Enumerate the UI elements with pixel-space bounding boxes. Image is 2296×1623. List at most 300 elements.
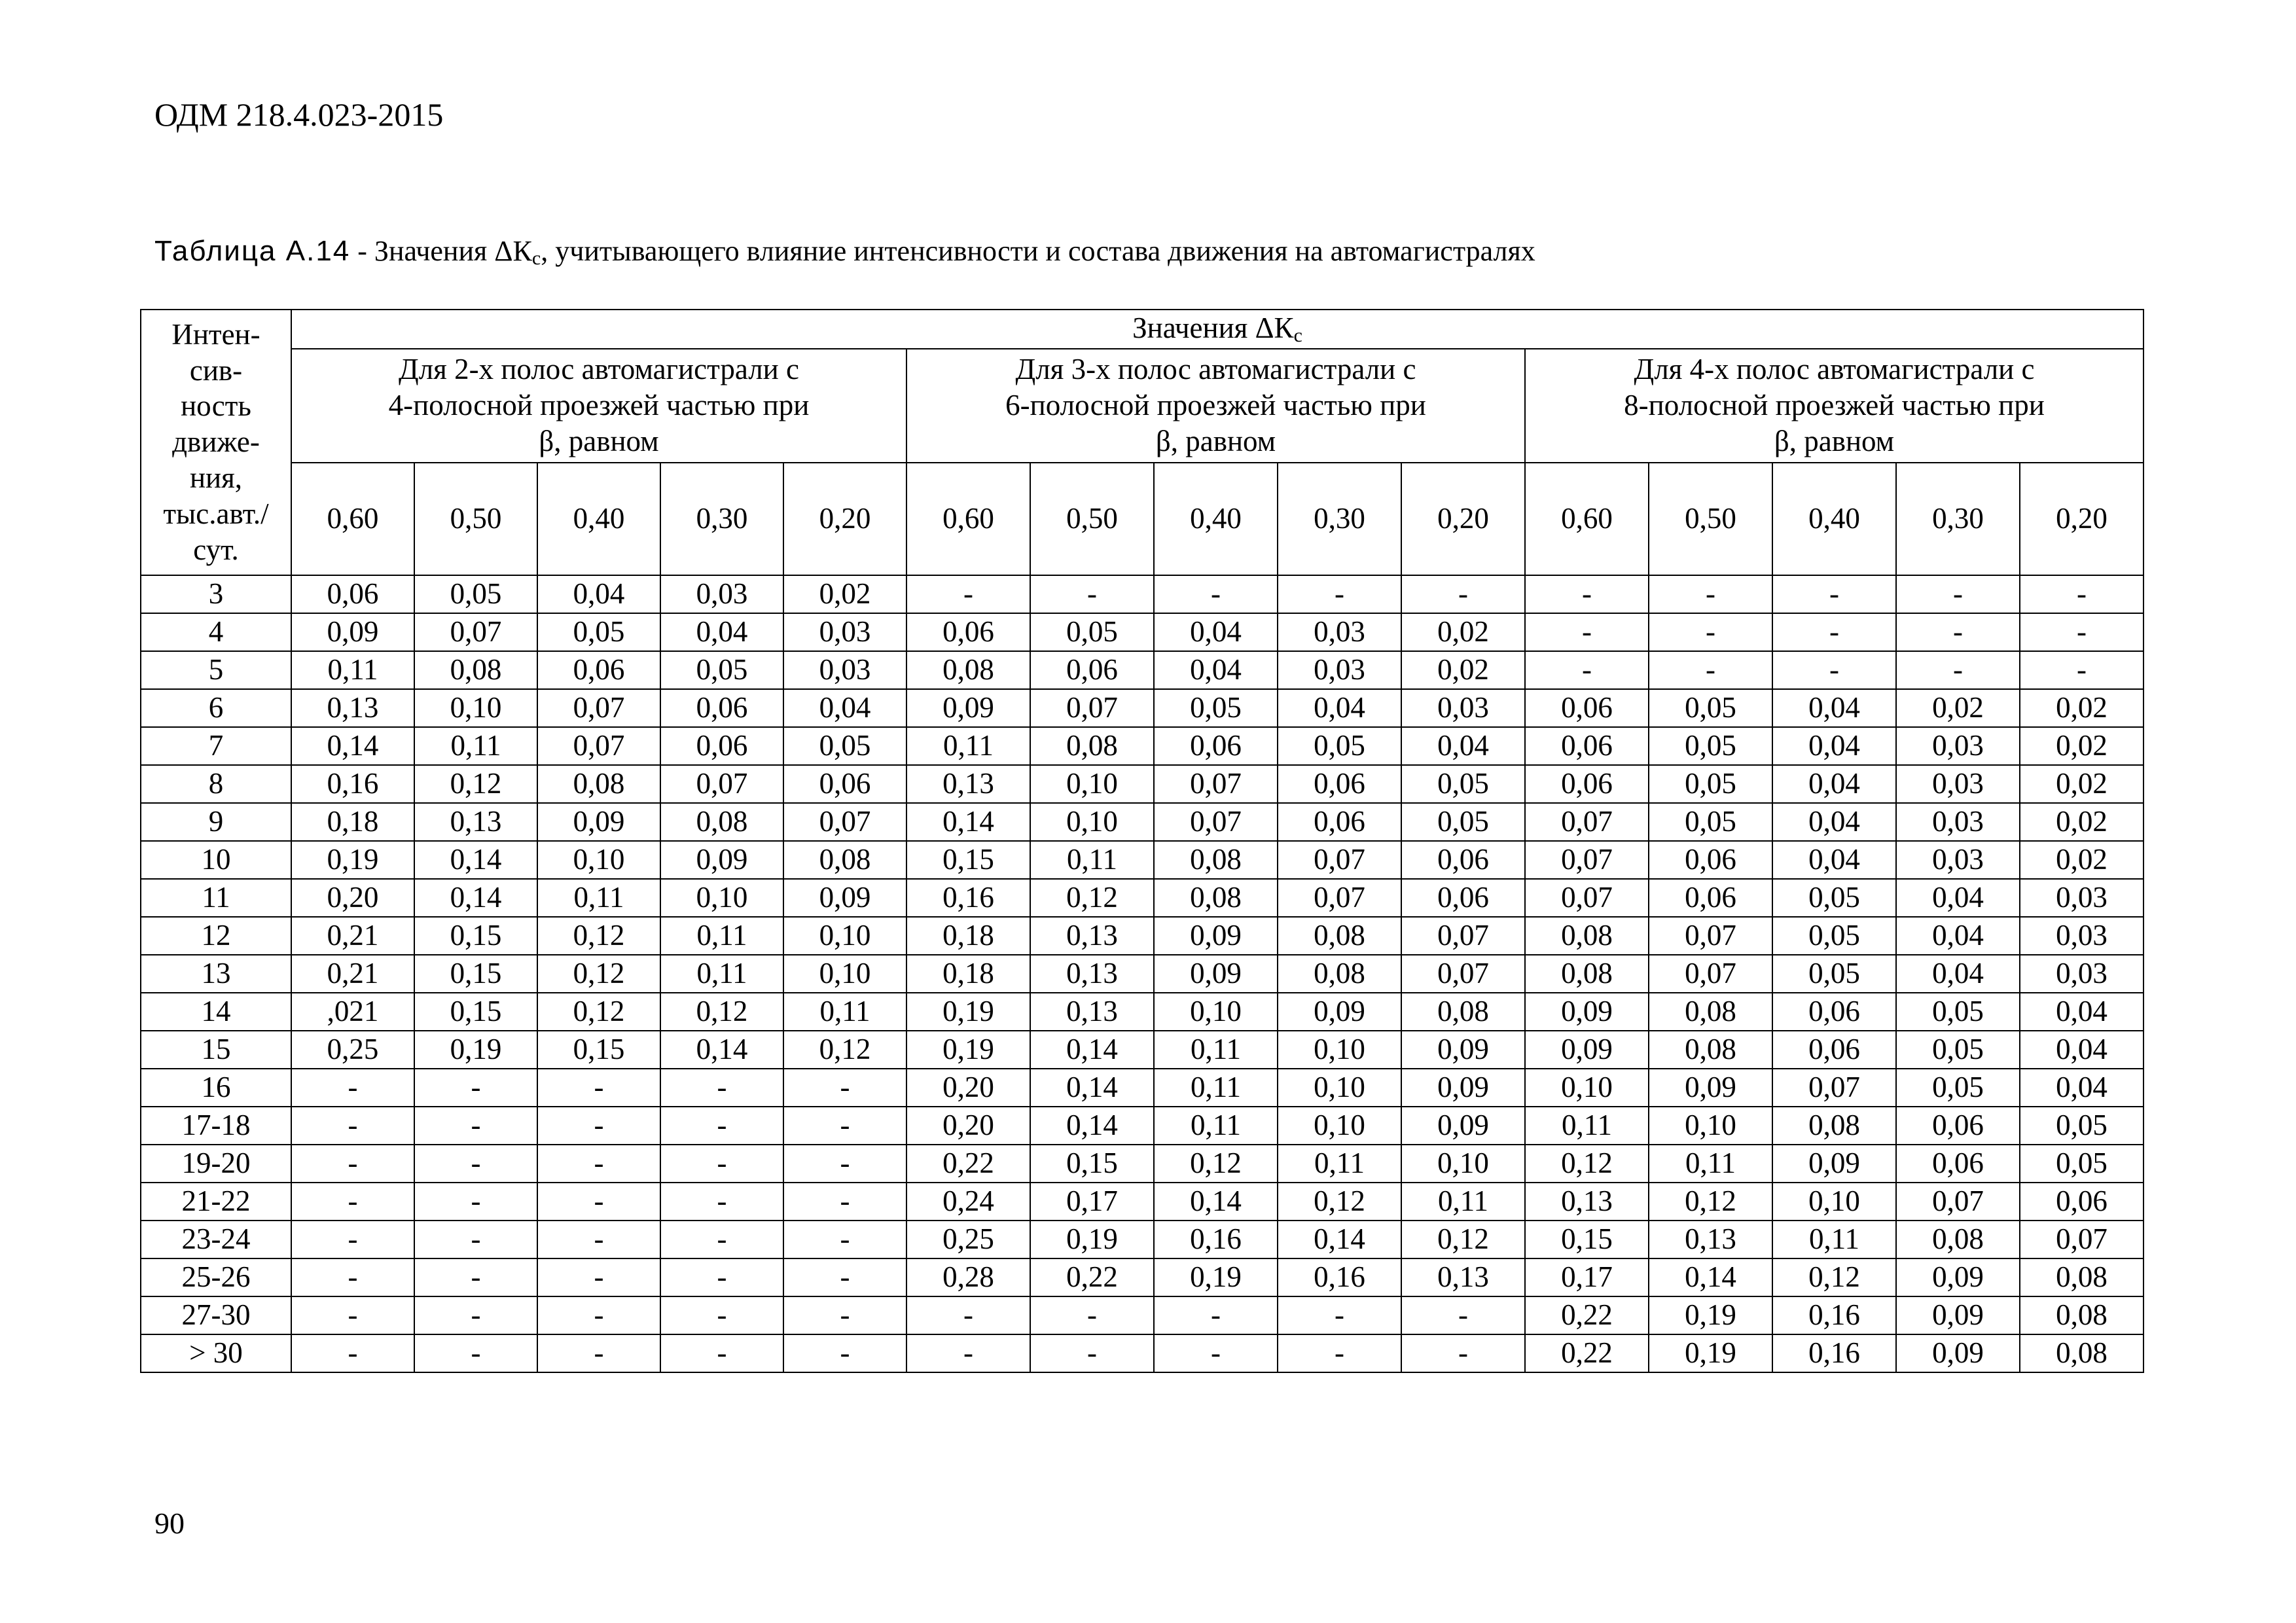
table-row xyxy=(141,1334,2144,1372)
value-cell: 0,04 xyxy=(1896,955,2020,993)
table-row xyxy=(141,1145,2144,1183)
value-cell: 0,09 xyxy=(783,879,906,917)
value-cell: 0,14 xyxy=(1278,1221,1401,1258)
value-cell: 0,24 xyxy=(906,1183,1030,1221)
value-cell: 0,08 xyxy=(1030,727,1154,765)
value-cell: 0,10 xyxy=(1772,1183,1896,1221)
value-cell: 0,09 xyxy=(906,689,1030,727)
value-cell: 0,03 xyxy=(2020,955,2144,993)
value-cell: 0,03 xyxy=(783,651,906,689)
value-cell: - xyxy=(783,1183,906,1221)
value-cell: - xyxy=(906,575,1030,613)
value-cell: 0,11 xyxy=(1649,1145,1772,1183)
value-cell: 0,19 xyxy=(1649,1296,1772,1334)
value-cell: 0,11 xyxy=(660,955,783,993)
row-label-cell: 23-24 xyxy=(141,1221,291,1258)
value-cell: - xyxy=(537,1296,660,1334)
value-cell: - xyxy=(537,1183,660,1221)
value-cell: 0,08 xyxy=(783,841,906,879)
value-cell: - xyxy=(414,1296,537,1334)
value-cell: 0,08 xyxy=(1278,917,1401,955)
value-cell: 0,21 xyxy=(291,955,414,993)
beta-header-cell: 0,20 xyxy=(783,463,906,575)
value-cell: 0,16 xyxy=(1154,1221,1278,1258)
value-cell: 0,13 xyxy=(1030,993,1154,1031)
value-cell: - xyxy=(783,1107,906,1145)
value-cell: 0,05 xyxy=(1154,689,1278,727)
value-cell: 0,04 xyxy=(1896,917,2020,955)
value-cell: - xyxy=(1030,575,1154,613)
value-cell: 0,12 xyxy=(1772,1258,1896,1296)
value-cell: 0,03 xyxy=(1278,613,1401,651)
table-row xyxy=(141,613,2144,651)
value-cell: 0,06 xyxy=(660,727,783,765)
value-cell: - xyxy=(660,1334,783,1372)
value-cell: 0,10 xyxy=(1649,1107,1772,1145)
values-header-subscript: с xyxy=(1293,325,1302,346)
value-cell: 0,14 xyxy=(660,1031,783,1069)
value-cell: 0,02 xyxy=(2020,689,2144,727)
value-cell: 0,05 xyxy=(1649,803,1772,841)
group-header-line: 6-полосной проезжей частью при xyxy=(1005,389,1426,422)
value-cell: 0,05 xyxy=(660,651,783,689)
value-cell: 0,13 xyxy=(1649,1221,1772,1258)
value-cell: 0,06 xyxy=(1772,1031,1896,1069)
value-cell: 0,08 xyxy=(1649,993,1772,1031)
value-cell: 0,03 xyxy=(2020,879,2144,917)
value-cell: 0,04 xyxy=(1772,765,1896,803)
value-cell: 0,13 xyxy=(291,689,414,727)
value-cell: 0,12 xyxy=(660,993,783,1031)
beta-header-cell: 0,50 xyxy=(1649,463,1772,575)
value-cell: 0,07 xyxy=(1154,803,1278,841)
value-cell: 0,07 xyxy=(1401,917,1525,955)
value-cell: - xyxy=(1649,575,1772,613)
value-cell: 0,07 xyxy=(1649,917,1772,955)
value-cell: 0,07 xyxy=(1278,879,1401,917)
value-cell: 0,19 xyxy=(1154,1258,1278,1296)
value-cell: 0,05 xyxy=(1278,727,1401,765)
row-label-cell: 27-30 xyxy=(141,1296,291,1334)
value-cell: 0,10 xyxy=(660,879,783,917)
value-cell: 0,16 xyxy=(1278,1258,1401,1296)
value-cell: 0,03 xyxy=(1896,803,2020,841)
value-cell: 0,11 xyxy=(906,727,1030,765)
value-cell: 0,17 xyxy=(1030,1183,1154,1221)
value-cell: 0,12 xyxy=(1030,879,1154,917)
value-cell: - xyxy=(660,1107,783,1145)
value-cell: 0,11 xyxy=(783,993,906,1031)
value-cell: 0,19 xyxy=(1030,1221,1154,1258)
value-cell: 0,08 xyxy=(1154,879,1278,917)
value-cell: - xyxy=(1896,575,2020,613)
value-cell: - xyxy=(2020,575,2144,613)
value-cell: 0,05 xyxy=(1401,765,1525,803)
value-cell: 0,02 xyxy=(2020,803,2144,841)
value-cell: 0,14 xyxy=(906,803,1030,841)
value-cell: 0,07 xyxy=(1030,689,1154,727)
value-cell: 0,06 xyxy=(1896,1107,2020,1145)
value-cell: 0,14 xyxy=(414,841,537,879)
group-header-line: Для 3-х полос автомагистрали с xyxy=(1015,353,1416,386)
value-cell: 0,10 xyxy=(1278,1031,1401,1069)
value-cell: 0,07 xyxy=(1896,1183,2020,1221)
value-cell: 0,02 xyxy=(1896,689,2020,727)
value-cell: - xyxy=(1278,1296,1401,1334)
value-cell: 0,05 xyxy=(1896,1069,2020,1107)
value-cell: 0,11 xyxy=(1154,1031,1278,1069)
table-row xyxy=(141,841,2144,879)
value-cell: 0,17 xyxy=(1525,1258,1649,1296)
value-cell: 0,11 xyxy=(1154,1107,1278,1145)
value-cell: 0,12 xyxy=(537,917,660,955)
row-label-cell: 11 xyxy=(141,879,291,917)
value-cell: 0,04 xyxy=(537,575,660,613)
value-cell: - xyxy=(1278,575,1401,613)
value-cell: - xyxy=(660,1183,783,1221)
value-cell: 0,14 xyxy=(291,727,414,765)
table-row xyxy=(141,765,2144,803)
value-cell: 0,06 xyxy=(1278,765,1401,803)
caption-subscript: с xyxy=(531,247,541,269)
value-cell: 0,04 xyxy=(1401,727,1525,765)
value-cell: - xyxy=(291,1183,414,1221)
row-label-cell: 3 xyxy=(141,575,291,613)
value-cell: 0,07 xyxy=(414,613,537,651)
value-cell: 0,22 xyxy=(906,1145,1030,1183)
value-cell: 0,13 xyxy=(1030,917,1154,955)
value-cell: 0,22 xyxy=(1525,1334,1649,1372)
value-cell: 0,07 xyxy=(1401,955,1525,993)
value-cell: ,021 xyxy=(291,993,414,1031)
value-cell: - xyxy=(660,1069,783,1107)
value-cell: 0,11 xyxy=(1525,1107,1649,1145)
value-cell: 0,09 xyxy=(1154,917,1278,955)
value-cell: 0,04 xyxy=(1154,613,1278,651)
group-header-line: 8-полосной проезжей частью при xyxy=(1624,389,2045,422)
value-cell: 0,15 xyxy=(537,1031,660,1069)
value-cell: 0,07 xyxy=(783,803,906,841)
row-header-cell xyxy=(141,310,291,575)
value-cell: 0,02 xyxy=(1401,613,1525,651)
values-header-text: Значения ΔК xyxy=(1132,312,1294,344)
value-cell: 0,20 xyxy=(291,879,414,917)
value-cell: 0,07 xyxy=(1525,841,1649,879)
table-row xyxy=(141,651,2144,689)
value-cell: - xyxy=(1401,1296,1525,1334)
row-label-cell: 6 xyxy=(141,689,291,727)
header-row-top xyxy=(141,310,2144,349)
value-cell: - xyxy=(291,1296,414,1334)
value-cell: 0,25 xyxy=(291,1031,414,1069)
value-cell: 0,09 xyxy=(537,803,660,841)
table-row xyxy=(141,727,2144,765)
value-cell: - xyxy=(1525,613,1649,651)
value-cell: 0,03 xyxy=(783,613,906,651)
value-cell: 0,05 xyxy=(414,575,537,613)
value-cell: 0,15 xyxy=(906,841,1030,879)
value-cell: 0,05 xyxy=(1772,917,1896,955)
row-header-line: ность xyxy=(181,389,251,423)
value-cell: 0,04 xyxy=(2020,1069,2144,1107)
value-cell: 0,06 xyxy=(1525,689,1649,727)
value-cell: 0,05 xyxy=(1401,803,1525,841)
value-cell: 0,03 xyxy=(1278,651,1401,689)
value-cell: - xyxy=(660,1296,783,1334)
value-cell: 0,04 xyxy=(1772,689,1896,727)
beta-header-cell: 0,30 xyxy=(660,463,783,575)
value-cell: 0,03 xyxy=(2020,917,2144,955)
value-cell: 0,14 xyxy=(1030,1031,1154,1069)
table-body xyxy=(141,310,2144,1372)
value-cell: - xyxy=(537,1145,660,1183)
value-cell: 0,06 xyxy=(1896,1145,2020,1183)
row-label-cell: 19-20 xyxy=(141,1145,291,1183)
value-cell: - xyxy=(414,1145,537,1183)
value-cell: - xyxy=(2020,651,2144,689)
beta-header-cell: 0,30 xyxy=(1278,463,1401,575)
group-header-3-lanes xyxy=(906,349,1525,463)
value-cell: 0,11 xyxy=(414,727,537,765)
value-cell: 0,14 xyxy=(1154,1183,1278,1221)
value-cell: - xyxy=(1649,651,1772,689)
value-cell: 0,07 xyxy=(660,765,783,803)
value-cell: 0,05 xyxy=(1649,689,1772,727)
value-cell: 0,16 xyxy=(1772,1296,1896,1334)
value-cell: 0,08 xyxy=(2020,1258,2144,1296)
value-cell: 0,04 xyxy=(1278,689,1401,727)
value-cell: 0,12 xyxy=(1278,1183,1401,1221)
value-cell: - xyxy=(537,1334,660,1372)
beta-header-cell: 0,60 xyxy=(1525,463,1649,575)
value-cell: - xyxy=(291,1258,414,1296)
header-row-groups xyxy=(141,349,2144,463)
value-cell: - xyxy=(783,1221,906,1258)
table-row xyxy=(141,803,2144,841)
value-cell: 0,10 xyxy=(1278,1069,1401,1107)
value-cell: - xyxy=(1772,613,1896,651)
value-cell: 0,13 xyxy=(1525,1183,1649,1221)
value-cell: 0,10 xyxy=(1401,1145,1525,1183)
row-label-cell: 5 xyxy=(141,651,291,689)
value-cell: 0,14 xyxy=(414,879,537,917)
value-cell: 0,04 xyxy=(2020,1031,2144,1069)
value-cell: 0,08 xyxy=(1525,917,1649,955)
value-cell: 0,06 xyxy=(291,575,414,613)
value-cell: 0,05 xyxy=(1896,1031,2020,1069)
value-cell: 0,05 xyxy=(1772,879,1896,917)
value-cell: 0,21 xyxy=(291,917,414,955)
value-cell: 0,19 xyxy=(906,993,1030,1031)
row-label-cell: 15 xyxy=(141,1031,291,1069)
value-cell: 0,07 xyxy=(1525,879,1649,917)
group-header-line: β, равном xyxy=(1774,425,1895,458)
table-row xyxy=(141,1221,2144,1258)
value-cell: 0,14 xyxy=(1030,1069,1154,1107)
value-cell: 0,08 xyxy=(414,651,537,689)
value-cell: 0,28 xyxy=(906,1258,1030,1296)
values-table xyxy=(140,309,2144,1373)
table-row xyxy=(141,1031,2144,1069)
beta-header-cell: 0,60 xyxy=(906,463,1030,575)
row-label-cell: 13 xyxy=(141,955,291,993)
value-cell: 0,08 xyxy=(1772,1107,1896,1145)
value-cell: 0,09 xyxy=(1525,1031,1649,1069)
value-cell: 0,06 xyxy=(537,651,660,689)
value-cell: 0,10 xyxy=(414,689,537,727)
value-cell: 0,10 xyxy=(537,841,660,879)
value-cell: 0,18 xyxy=(291,803,414,841)
table-row xyxy=(141,955,2144,993)
value-cell: 0,06 xyxy=(1154,727,1278,765)
group-header-line: β, равном xyxy=(1155,425,1276,458)
value-cell: 0,11 xyxy=(1401,1183,1525,1221)
value-cell: 0,05 xyxy=(1896,993,2020,1031)
value-cell: 0,04 xyxy=(660,613,783,651)
value-cell: 0,15 xyxy=(414,917,537,955)
caption-text-after: , учитывающего влияние интенсивности и состава движения на автомагистралях xyxy=(541,235,1535,267)
value-cell: 0,08 xyxy=(1525,955,1649,993)
value-cell: - xyxy=(291,1069,414,1107)
value-cell: 0,08 xyxy=(660,803,783,841)
row-label-cell: 12 xyxy=(141,917,291,955)
row-label-cell: 8 xyxy=(141,765,291,803)
value-cell: - xyxy=(1525,651,1649,689)
row-header-line: ния, xyxy=(189,461,243,495)
value-cell: - xyxy=(537,1069,660,1107)
value-cell: 0,06 xyxy=(1525,727,1649,765)
beta-header-cell: 0,60 xyxy=(291,463,414,575)
beta-header-cell: 0,20 xyxy=(1401,463,1525,575)
value-cell: 0,13 xyxy=(1030,955,1154,993)
beta-header-cell: 0,50 xyxy=(414,463,537,575)
value-cell: 0,14 xyxy=(1030,1107,1154,1145)
value-cell: 0,05 xyxy=(537,613,660,651)
value-cell: 0,22 xyxy=(1525,1296,1649,1334)
beta-header-cell: 0,40 xyxy=(1772,463,1896,575)
value-cell: - xyxy=(783,1069,906,1107)
value-cell: 0,06 xyxy=(1401,879,1525,917)
value-cell: 0,07 xyxy=(1154,765,1278,803)
value-cell: - xyxy=(291,1145,414,1183)
value-cell: - xyxy=(291,1221,414,1258)
value-cell: 0,10 xyxy=(1030,803,1154,841)
beta-header-cell: 0,30 xyxy=(1896,463,2020,575)
value-cell: - xyxy=(660,1145,783,1183)
value-cell: - xyxy=(414,1183,537,1221)
value-cell: 0,06 xyxy=(1649,841,1772,879)
value-cell: 0,15 xyxy=(414,955,537,993)
value-cell: 0,02 xyxy=(1401,651,1525,689)
value-cell: 0,10 xyxy=(1278,1107,1401,1145)
value-cell: 0,06 xyxy=(1401,841,1525,879)
value-cell: 0,13 xyxy=(906,765,1030,803)
value-cell: 0,07 xyxy=(1649,955,1772,993)
value-cell: 0,19 xyxy=(291,841,414,879)
value-cell: 0,12 xyxy=(1649,1183,1772,1221)
table-row xyxy=(141,1258,2144,1296)
value-cell: 0,16 xyxy=(1772,1334,1896,1372)
table-row xyxy=(141,917,2144,955)
value-cell: 0,07 xyxy=(1525,803,1649,841)
table-row xyxy=(141,879,2144,917)
table-row xyxy=(141,1069,2144,1107)
value-cell: 0,08 xyxy=(1896,1221,2020,1258)
value-cell: 0,09 xyxy=(660,841,783,879)
value-cell: 0,12 xyxy=(783,1031,906,1069)
table-row xyxy=(141,1296,2144,1334)
value-cell: 0,08 xyxy=(906,651,1030,689)
value-cell: - xyxy=(1896,651,2020,689)
group-header-4-lanes xyxy=(1525,349,2144,463)
beta-header-cell: 0,50 xyxy=(1030,463,1154,575)
row-header-line: движе- xyxy=(172,425,260,459)
value-cell: 0,09 xyxy=(1401,1069,1525,1107)
value-cell: 0,20 xyxy=(906,1107,1030,1145)
value-cell: 0,07 xyxy=(537,689,660,727)
value-cell: 0,09 xyxy=(1896,1334,2020,1372)
value-cell: 0,06 xyxy=(1525,765,1649,803)
value-cell: - xyxy=(1030,1296,1154,1334)
value-cell: - xyxy=(1030,1334,1154,1372)
value-cell: 0,09 xyxy=(1649,1069,1772,1107)
value-cell: 0,04 xyxy=(1772,727,1896,765)
value-cell: 0,15 xyxy=(414,993,537,1031)
value-cell: - xyxy=(906,1296,1030,1334)
value-cell: 0,13 xyxy=(1401,1258,1525,1296)
value-cell: - xyxy=(414,1221,537,1258)
value-cell: - xyxy=(1154,1296,1278,1334)
value-cell: 0,18 xyxy=(906,917,1030,955)
value-cell: 0,08 xyxy=(2020,1296,2144,1334)
value-cell: 0,08 xyxy=(1401,993,1525,1031)
value-cell: - xyxy=(783,1258,906,1296)
row-label-cell: 4 xyxy=(141,613,291,651)
value-cell: 0,09 xyxy=(1772,1145,1896,1183)
row-header-line: сив- xyxy=(189,353,243,387)
table-row xyxy=(141,993,2144,1031)
value-cell: 0,03 xyxy=(1896,727,2020,765)
beta-header-cell: 0,20 xyxy=(2020,463,2144,575)
value-cell: - xyxy=(660,1258,783,1296)
value-cell: 0,09 xyxy=(1896,1296,2020,1334)
value-cell: 0,09 xyxy=(1401,1031,1525,1069)
table-caption xyxy=(154,237,1535,268)
value-cell: 0,06 xyxy=(906,613,1030,651)
value-cell: 0,19 xyxy=(906,1031,1030,1069)
row-header-line: тыс.авт./ xyxy=(163,497,269,531)
value-cell: 0,02 xyxy=(2020,765,2144,803)
value-cell: - xyxy=(1154,1334,1278,1372)
value-cell: - xyxy=(537,1107,660,1145)
row-label-cell: 9 xyxy=(141,803,291,841)
value-cell: 0,11 xyxy=(660,917,783,955)
value-cell: - xyxy=(1896,613,2020,651)
value-cell: 0,02 xyxy=(2020,727,2144,765)
value-cell: 0,12 xyxy=(1525,1145,1649,1183)
value-cell: 0,06 xyxy=(660,689,783,727)
value-cell: - xyxy=(783,1296,906,1334)
value-cell: 0,04 xyxy=(2020,993,2144,1031)
value-cell: - xyxy=(414,1107,537,1145)
value-cell: 0,04 xyxy=(1772,803,1896,841)
value-cell: 0,11 xyxy=(537,879,660,917)
value-cell: 0,12 xyxy=(1154,1145,1278,1183)
value-cell: 0,15 xyxy=(1030,1145,1154,1183)
value-cell: 0,06 xyxy=(783,765,906,803)
value-cell: 0,09 xyxy=(291,613,414,651)
value-cell: 0,03 xyxy=(1896,765,2020,803)
